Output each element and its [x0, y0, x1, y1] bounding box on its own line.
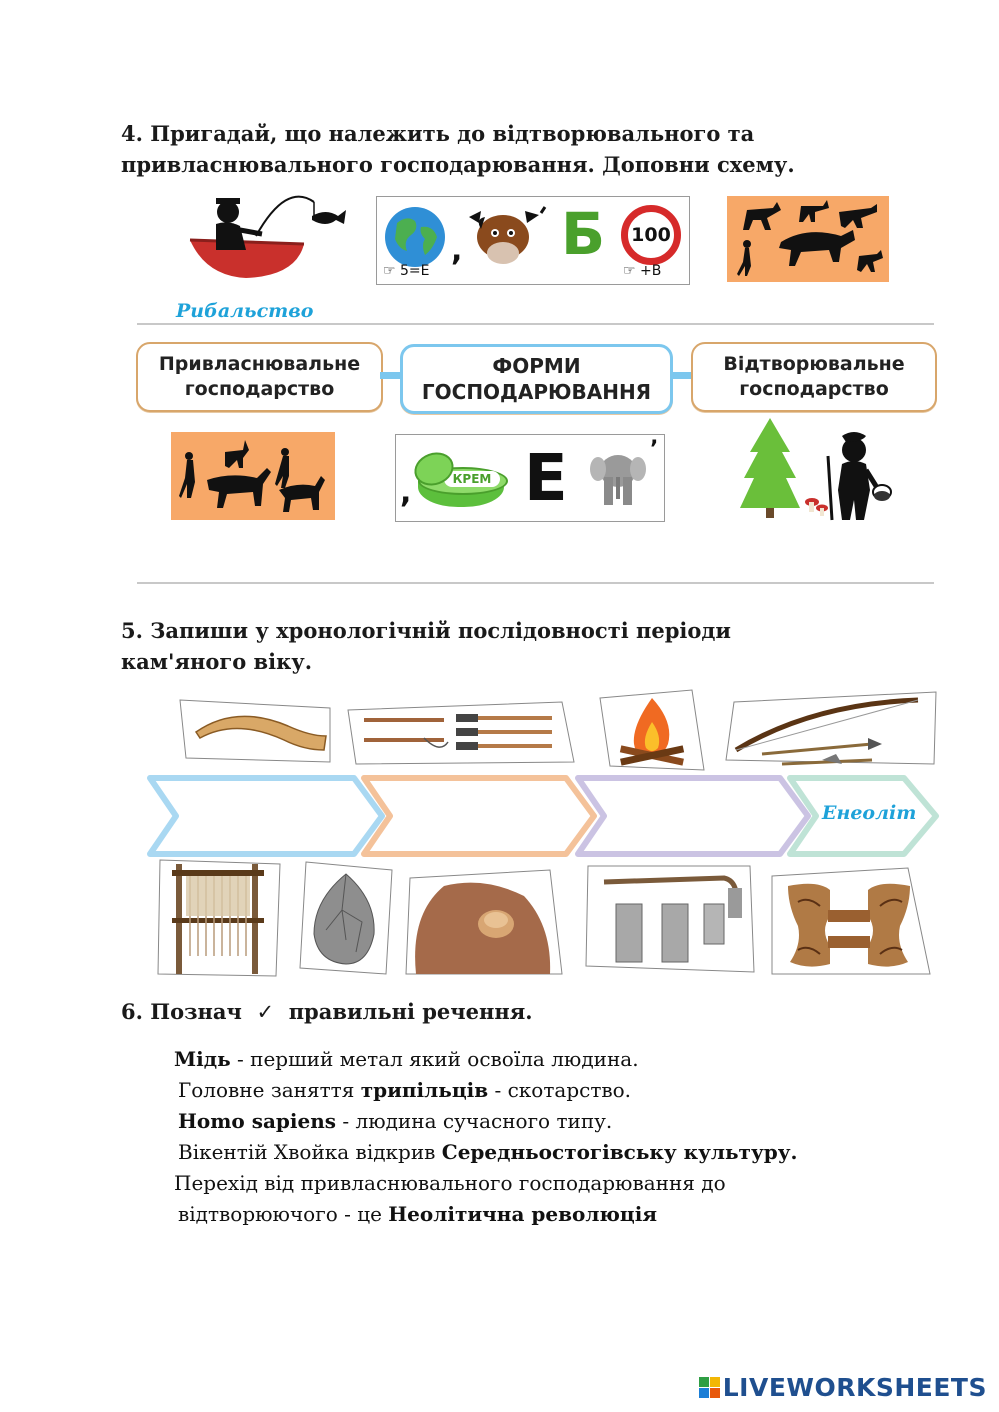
box-center-line2: ГОСПОДАРЮВАННЯ	[421, 380, 652, 404]
q5-title-line2: кам'яного віку.	[121, 649, 313, 674]
box-left-line1: Привласнювальне	[158, 353, 361, 375]
bow-arrows-icon	[722, 690, 938, 770]
connector-right	[670, 372, 691, 379]
answer-line-q4	[137, 323, 934, 325]
cream-jar-icon	[414, 453, 506, 509]
card-campfire	[596, 688, 708, 772]
box-right-line2: господарство	[739, 378, 889, 400]
card-digging-stick	[176, 696, 334, 766]
rebus-card-1	[376, 196, 690, 285]
q6-title-prefix: 6. Познач	[121, 999, 242, 1024]
period-arrow-2[interactable]	[364, 778, 594, 854]
binocular-vessel-icon	[768, 866, 932, 976]
box-productive-economy	[691, 342, 937, 412]
elephant-icon	[590, 447, 646, 507]
statement-2-text: - скотарство.	[488, 1078, 632, 1102]
digging-stick-icon	[176, 696, 334, 766]
rebus1-letter: Б	[561, 200, 606, 268]
harpoons-icon	[344, 698, 576, 766]
period-label-eneolithic[interactable]: Енеоліт	[822, 802, 917, 824]
q6-title-suffix: правильні речення.	[288, 999, 533, 1024]
card-hand-axe	[296, 860, 394, 976]
statement-4[interactable]	[178, 1137, 798, 1168]
statement-1[interactable]	[174, 1044, 639, 1075]
grinding-stone-icon	[404, 866, 564, 976]
statement-3-text: - людина сучасного типу.	[336, 1109, 613, 1133]
rebus2-letter: Е	[524, 442, 568, 516]
period-arrow-1[interactable]	[150, 778, 382, 854]
statement-3[interactable]	[178, 1106, 612, 1137]
card-harpoons	[344, 698, 576, 766]
cow-icon	[463, 203, 549, 271]
statement-2[interactable]	[178, 1075, 631, 1106]
rebus1-hint-left: ☞ 5=Е	[383, 263, 430, 279]
globe-icon	[383, 205, 447, 269]
rebus2-comma-right: ʼ	[650, 437, 659, 462]
statement-1-bold: Мідь	[174, 1047, 231, 1071]
q5-title	[121, 615, 731, 677]
q6-title	[121, 996, 533, 1028]
logo-text: LIVEWORKSHEETS	[722, 1373, 987, 1402]
statement-5[interactable]	[174, 1168, 726, 1230]
answer-fishing[interactable]: Рибальство	[176, 300, 314, 322]
statement-3-bold: Homo sapiens	[178, 1109, 337, 1133]
statement-5-bold: Неолітична революція	[388, 1202, 658, 1226]
statement-2-bold: трипільців	[360, 1078, 489, 1102]
box-forms-of-economy	[400, 344, 673, 414]
statement-5-pre: відтворюючого - це	[178, 1202, 389, 1226]
cream-label: КРЕМ	[444, 471, 500, 487]
check-icon: ✓	[256, 1000, 275, 1024]
q4-title	[121, 118, 795, 180]
hand-axe-icon	[296, 860, 394, 976]
gatherer-tree-image	[738, 416, 898, 524]
statement-1-text: - перший метал який освоїла людина.	[230, 1047, 639, 1071]
liveworksheets-logo	[699, 1373, 987, 1402]
copper-tools-icon	[584, 864, 756, 974]
rebus-card-2	[395, 434, 665, 522]
card-bow-arrows	[722, 690, 938, 770]
speed-sign-icon	[621, 205, 681, 265]
box-appropriating-economy	[136, 342, 383, 412]
q4-title-line2: привласнювального господарювання. Доповни схему.	[121, 152, 795, 177]
herding-figures-icon	[171, 432, 335, 520]
connector-left	[380, 372, 400, 379]
statement-5-line1: Перехід від привласнювального господарювання до	[174, 1171, 726, 1195]
cave-painting-herding	[171, 432, 335, 520]
box-left-line2: господарство	[184, 378, 335, 400]
statement-2-pre: Головне заняття	[178, 1078, 361, 1102]
rebus1-hint-right: ☞ +В	[623, 263, 662, 279]
campfire-icon	[596, 688, 708, 772]
statement-4-pre: Вікентій Хвойка відкрив	[178, 1140, 442, 1164]
period-arrow-3[interactable]	[578, 778, 808, 854]
logo-badge-icon	[699, 1377, 720, 1398]
card-copper-tools	[584, 864, 756, 974]
box-right-line1: Відтворювальне	[723, 353, 905, 375]
statement-4-bold: Середньостогівську культуру.	[441, 1140, 798, 1164]
hunting-figures-icon	[727, 196, 889, 282]
loom-icon	[156, 856, 284, 980]
card-grinding-stone	[404, 866, 564, 976]
q4-title-line1: 4. Пригадай, що належить до відтворювального та	[121, 121, 755, 146]
speed-sign-value: 100	[631, 224, 671, 246]
rebus1-comma: ,	[451, 233, 463, 268]
separator-q4	[137, 582, 934, 584]
card-loom	[156, 856, 284, 980]
box-center-line1: ФОРМИ	[492, 354, 581, 378]
q5-title-line1: 5. Запиши у хронологічній послідовності періоди	[121, 618, 731, 643]
cave-painting-hunting	[727, 196, 889, 282]
card-trypillia-pottery	[768, 866, 932, 976]
rebus2-comma-left: ,	[400, 475, 412, 510]
fisherman-boat-image	[186, 190, 356, 290]
